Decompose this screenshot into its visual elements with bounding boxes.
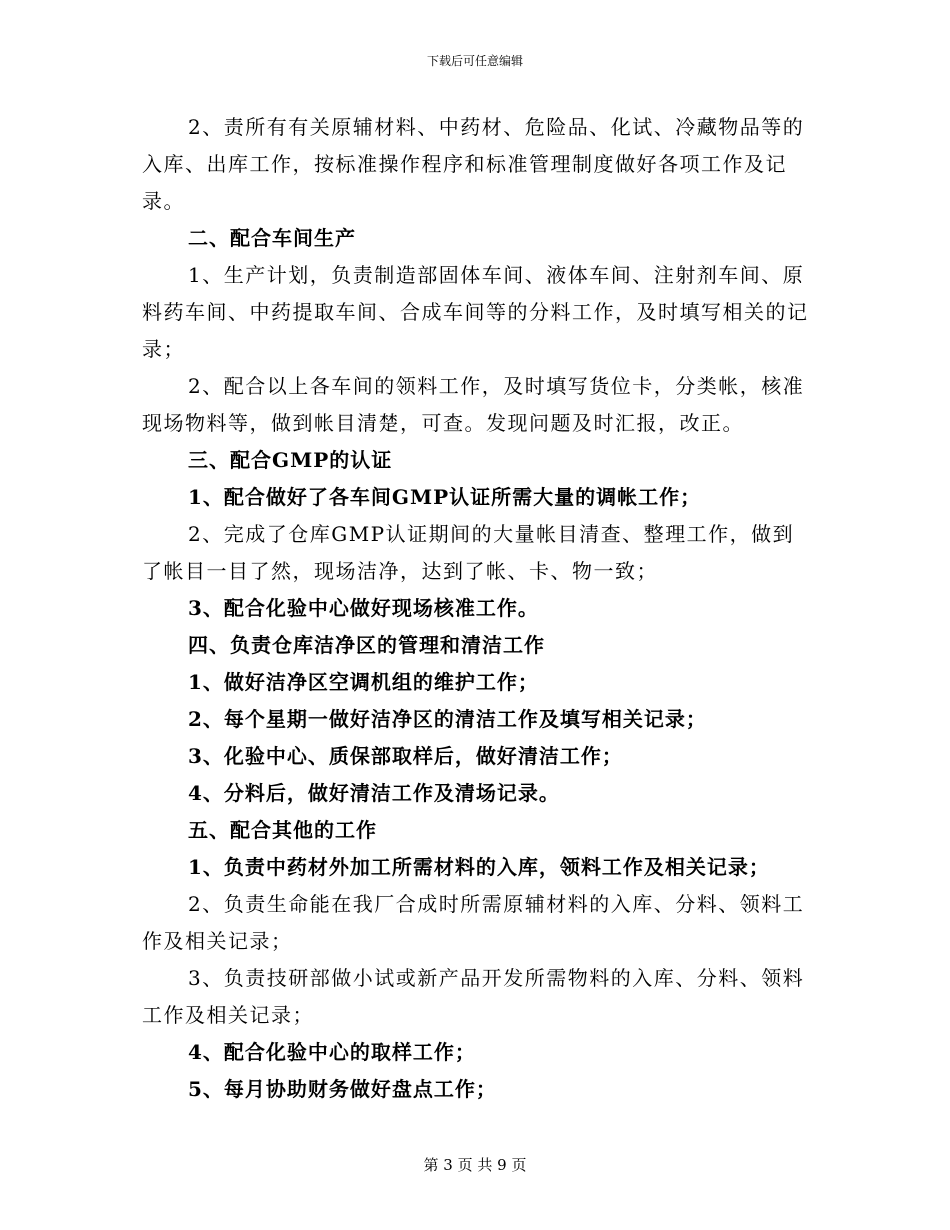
paragraph-11: 2、每个星期一做好洁净区的清洁工作及填写相关记录； xyxy=(188,707,707,731)
paragraph-13: 4、分料后，做好清洁工作及清场记录。 xyxy=(188,781,560,805)
page-number-footer: 第 3 页 共 9 页 xyxy=(423,1156,527,1174)
paragraph-15: 1、负责中药材外加工所需材料的入库，领料工作及相关记录； xyxy=(188,855,770,879)
paragraph-12: 3、化验中心、质保部取样后，做好清洁工作； xyxy=(188,744,623,768)
section-heading-3: 三、配合GMP的认证 xyxy=(188,448,393,472)
paragraph-3: 1、生产计划，负责制造部固体车间、液体车间、注射剂车间、原料药车间、中药提取车间、合成车间等的分料工作，及时填写相关的记录； xyxy=(142,263,809,361)
section-heading-4: 四、负责仓库洁净区的管理和清洁工作 xyxy=(188,633,545,657)
paragraph-1: 2、责所有有关原辅材料、中药材、危险品、化试、冷藏物品等的入库、出库工作，按标准操作程序和标准管理制度做好各项工作及记录。 xyxy=(142,115,805,213)
document-body xyxy=(142,109,810,1108)
paragraph-6: 1、配合做好了各车间GMP认证所需大量的调帐工作； xyxy=(188,485,702,509)
paragraph-16: 2、负责生命能在我厂合成时所需原辅材料的入库、分料、领料工作及相关记录； xyxy=(142,892,805,953)
paragraph-19: 5、每月协助财务做好盘点工作； xyxy=(188,1077,497,1101)
paragraph-8: 3、配合化验中心做好现场核准工作。 xyxy=(188,596,539,620)
paragraph-17: 3、负责技研部做小试或新产品开发所需物料的入库、分料、领料工作及相关记录； xyxy=(142,966,805,1027)
paragraph-4: 2、配合以上各车间的领料工作，及时填写货位卡，分类帐，核准现场物料等，做到帐目清楚，可查。发现问题及时汇报，改正。 xyxy=(142,374,805,435)
section-heading-5: 五、配合其他的工作 xyxy=(188,818,377,842)
page-header: 下载后可任意编辑 xyxy=(426,54,523,68)
section-heading-2: 二、配合车间生产 xyxy=(188,226,356,250)
paragraph-7: 2、完成了仓库GMP认证期间的大量帐目清查、整理工作，做到了帐目一目了然，现场洁净，达到了帐、卡、物一致； xyxy=(142,522,795,583)
paragraph-18: 4、配合化验中心的取样工作； xyxy=(188,1040,476,1064)
paragraph-10: 1、做好洁净区空调机组的维护工作； xyxy=(188,670,539,694)
